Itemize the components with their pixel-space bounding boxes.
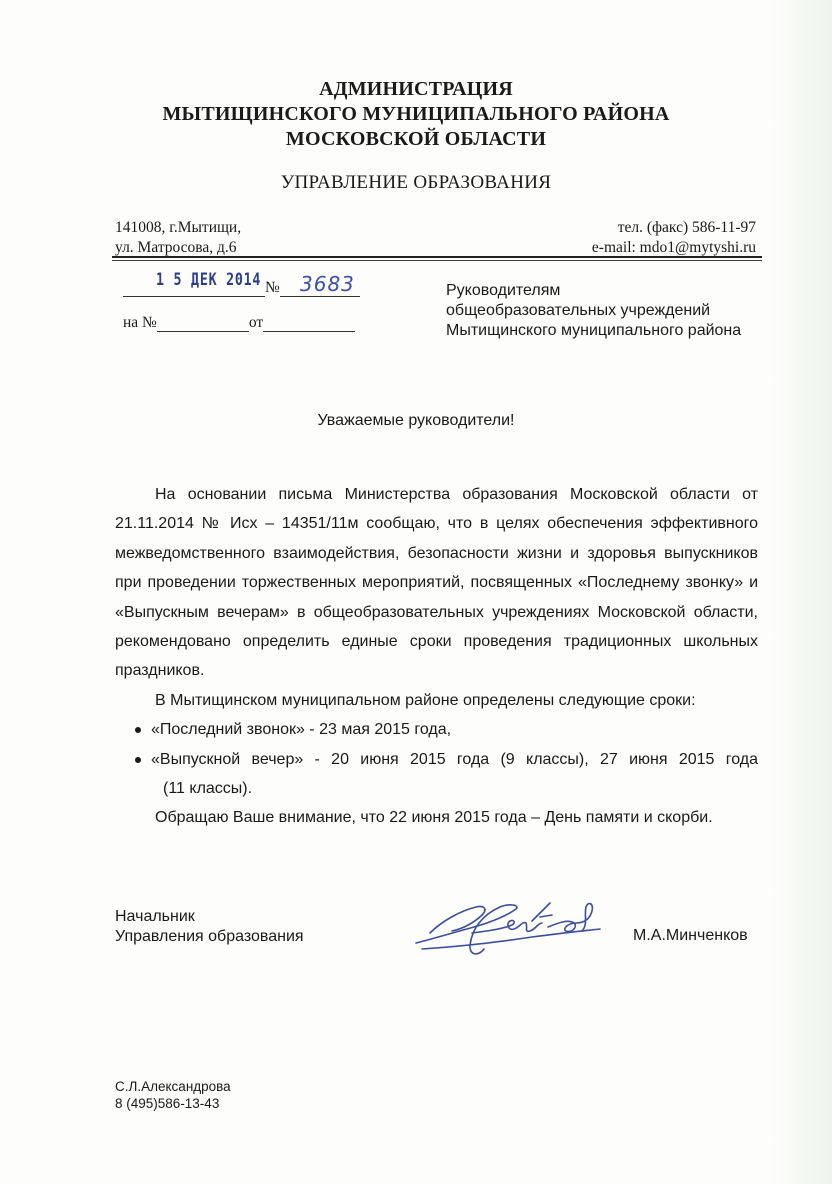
signatory-title-line-2: Управления образования [115,928,304,945]
executor-block [115,1078,231,1112]
paragraph-memorial-note: Обращаю Ваше внимание, что 22 июня 2015 года – День памяти и скорби. [155,809,713,827]
list-item-text: «Выпускной вечер» - 20 июня 2015 года (9 классы), 27 июня 2015 года [151,750,758,768]
recipient-line-2: общеобразовательных учреждений [446,302,711,319]
list-item [115,715,758,744]
recipient-block [446,281,741,341]
list-item [115,745,758,804]
recipient-line-1: Руководителям [446,282,561,299]
from-label: от [248,314,264,331]
email-address: e-mail: mdo1@mytyshi.ru [591,239,756,256]
dates-list [115,715,758,803]
registration-number: 3683 [300,272,355,296]
letterhead-line-3: МОСКОВСКОЙ ОБЛАСТИ [285,128,547,150]
letterhead-line-2: МЫТИЩИНСКОГО МУНИЦИПАЛЬНОГО РАЙОНА [162,103,670,125]
header-divider-thin [112,260,762,261]
ref-date-line [263,315,355,332]
paragraph-main: На основании письма Министерства образования Московской области от 21.11.2014 № Исх – 14351/11м сообщаю, что в целях обеспечения эффективного межведомственного взаимодействия, безопасности жизни и здоровья выпускников при проведении торжественных мероприятий, посвященных «Последнему звонку» и «Выпускным вечерам» в общеобразовательных учреждениях Московской области, рекомендовано определить единые сроки проведения традиционных школьных праздников. [115,486,758,680]
bullet-icon [135,727,141,733]
address-left [115,218,241,258]
street-address: ул. Матросова, д.6 [115,239,237,256]
executor-phone: 8 (495)586-13-43 [115,1096,220,1111]
ref-number-line [157,315,249,332]
bullet-icon [135,757,141,763]
letterhead-line-1: АДМИНИСТРАЦИЯ [319,78,513,100]
number-label: № [265,279,280,296]
signatory-title-line-1: Начальник [115,908,195,925]
postal-address: 141008, г.Мытищи, [115,219,242,236]
recipient-line-3: Мытищинского муниципального района [446,322,742,339]
ref-label: на № [123,314,157,331]
department-name: УПРАВЛЕНИЕ ОБРАЗОВАНИЯ [280,172,552,193]
phone-number: тел. (факс) 586-11-97 [617,219,756,236]
handwritten-signature [412,893,608,963]
greeting: Уважаемые руководители! [317,412,515,429]
paragraph-dates-intro: В Мытищинском муниципальном районе определены следующие сроки: [155,691,696,709]
executor-name: С.Л.Александрова [115,1079,231,1094]
incoming-reference [123,314,355,332]
signatory-title [115,907,304,947]
address-right [592,218,756,258]
date-stamp: 1 5 ДЕК 2014 [156,270,262,290]
signatory-name: М.А.Минченков [633,927,748,944]
list-item-continuation: (11 классы). [163,780,253,798]
header-divider [112,256,762,258]
list-item-text: «Последний звонок» - 23 мая 2015 года, [151,721,452,739]
letter-body [115,480,758,833]
